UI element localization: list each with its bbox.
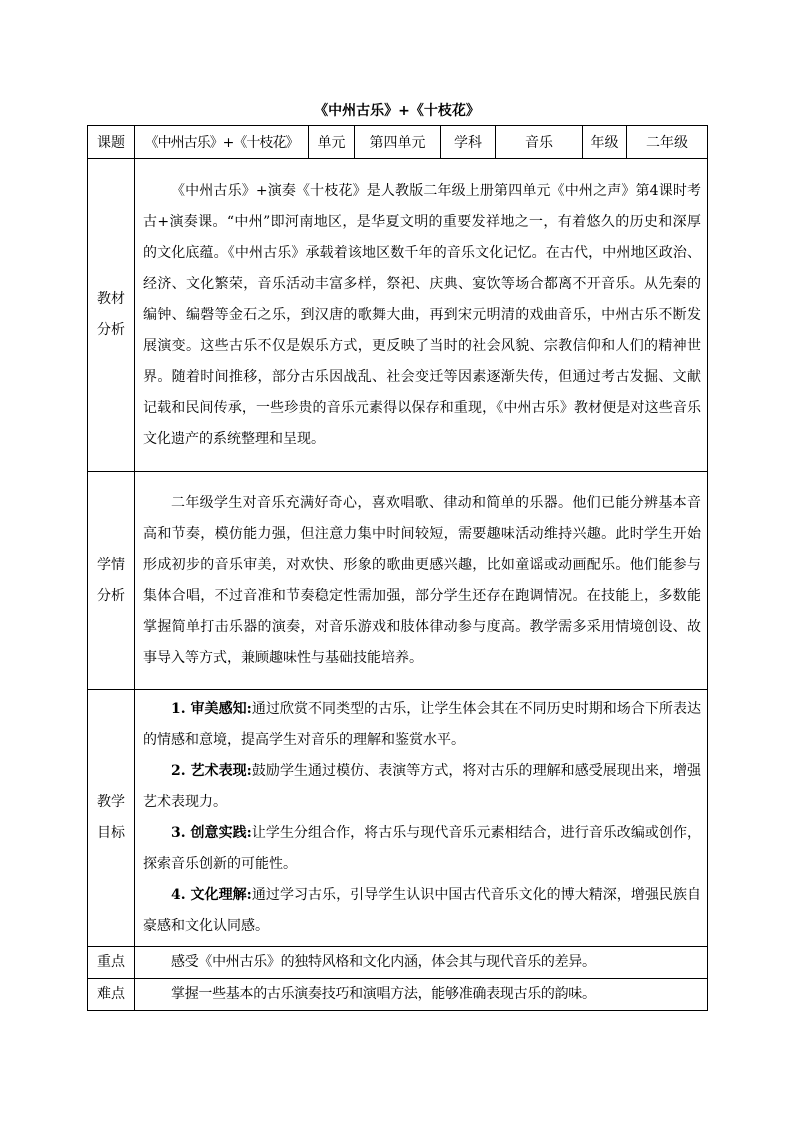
difficulty-row [88, 979, 708, 1011]
grade-value: 二年级 [627, 126, 708, 159]
key-point-label: 重点 [88, 947, 135, 979]
key-point-row [88, 947, 708, 979]
teaching-goals-label: 教学 目标 [88, 690, 135, 947]
material-analysis-row [88, 159, 708, 472]
subject-label: 学科 [441, 126, 496, 159]
goal-item: 1. 审美感知:通过欣赏不同类型的古乐，让学生体会其在不同历史时期和场合下所表达的情感和意境，提高学生对音乐的理解和鉴赏水平。 [143, 701, 701, 748]
subject-value: 音乐 [496, 126, 583, 159]
topic-label: 课题 [88, 126, 135, 159]
learner-analysis-row [88, 472, 708, 690]
goal-item: 4. 文化理解:通过学习古乐，引导学生认识中国古代音乐文化的博大精深，增强民族自豪感和文化认同感。 [143, 887, 701, 934]
lesson-plan-table [87, 125, 708, 1011]
grade-label: 年级 [583, 126, 627, 159]
learner-analysis-label: 学情 分析 [88, 472, 135, 690]
goal-item: 2. 艺术表现:鼓励学生通过模仿、表演等方式，将对古乐的理解和感受展现出来，增强艺术表现力。 [143, 763, 701, 810]
unit-label: 单元 [309, 126, 355, 159]
header-row [88, 126, 708, 159]
document-title: 《中州古乐》+《十枝花》 [314, 103, 480, 119]
topic-value: 《中州古乐》+《十枝花》 [135, 126, 309, 159]
material-analysis-text: 《中州古乐》+演奏《十枝花》是人教版二年级上册第四单元《中州之声》第4课时考古+演奏课。“中州”即河南地区，是华夏文明的重要发祥地之一，有着悠久的历史和深厚的文化底蕴。《中州古乐》承载着该地区数千年的音乐文化记忆。在古代，中州地区政治、经济、文化繁荣，音乐活动丰富多样，祭祀、庆典、宴饮等场合都离不开音乐。从先秦的编钟、编磬等金石之乐，到汉唐的歌舞大曲，再到宋元明清的戏曲音乐，中州古乐不断发展演变。这些古乐不仅是娱乐方式，更反映了当时的社会风貌、宗教信仰和人们的精神世界。随着时间推移，部分古乐因战乱、社会变迁等因素逐渐失传，但通过考古发掘、文献记载和民间传承，一些珍贵的音乐元素得以保存和重现，《中州古乐》教材便是对这些音乐文化遗产的系统整理和呈现。 [135, 159, 708, 472]
material-analysis-label: 教材 分析 [88, 159, 135, 472]
difficulty-label: 难点 [88, 979, 135, 1011]
goal-item: 3. 创意实践:让学生分组合作，将古乐与现代音乐元素相结合，进行音乐改编或创作，探索音乐创新的可能性。 [143, 825, 701, 872]
key-point-text: 感受《中州古乐》的独特风格和文化内涵，体会其与现代音乐的差异。 [135, 947, 708, 979]
teaching-goals-text [135, 690, 708, 947]
unit-value: 第四单元 [355, 126, 441, 159]
difficulty-text: 掌握一些基本的古乐演奏技巧和演唱方法，能够准确表现古乐的韵味。 [135, 979, 708, 1011]
teaching-goals-row [88, 690, 708, 947]
learner-analysis-text: 二年级学生对音乐充满好奇心，喜欢唱歌、律动和简单的乐器。他们已能分辨基本音高和节奏，模仿能力强，但注意力集中时间较短，需要趣味活动维持兴趣。此时学生开始形成初步的音乐审美，对欢快、形象的歌曲更感兴趣，比如童谣或动画配乐。他们能参与集体合唱，不过音准和节奏稳定性需加强，部分学生还存在跑调情况。在技能上，多数能掌握简单打击乐器的演奏，对音乐游戏和肢体律动参与度高。教学需多采用情境创设、故事导入等方式，兼顾趣味性与基础技能培养。 [135, 472, 708, 690]
